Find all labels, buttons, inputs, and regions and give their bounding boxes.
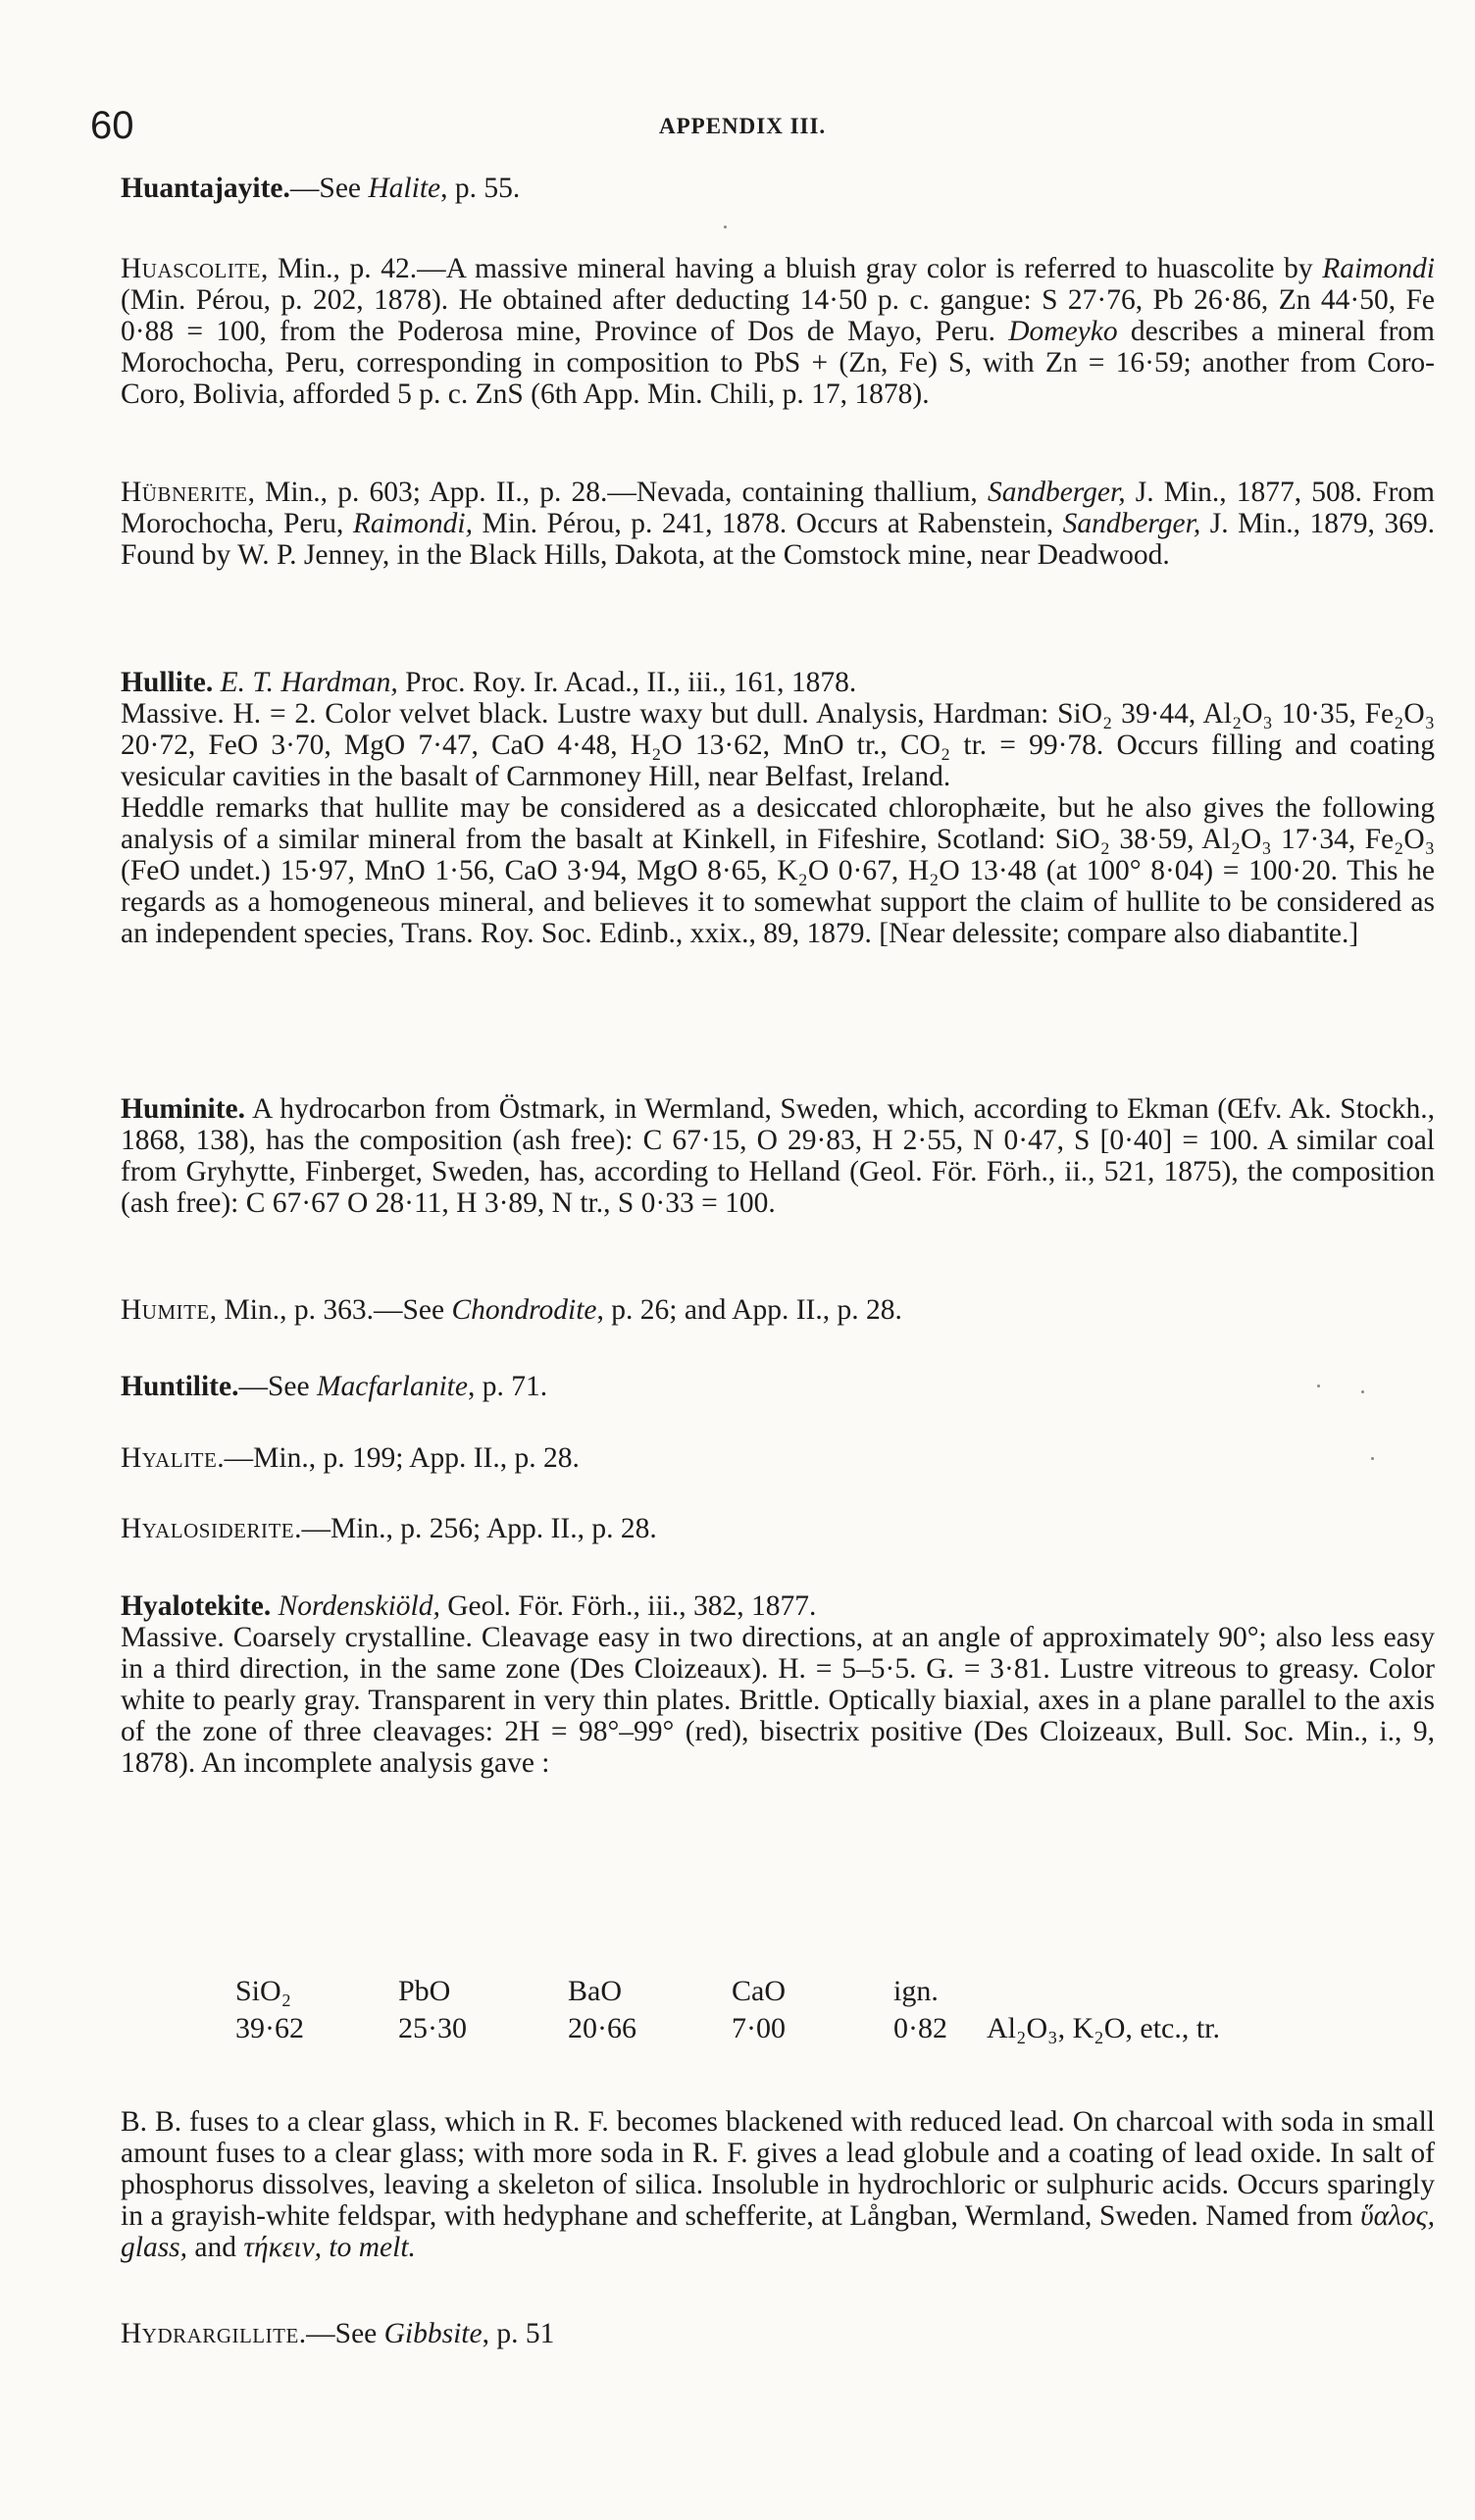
analysis-header: PbO [398, 1975, 451, 2007]
entry-text: J. Min., 1877, 508. From Morochocha, Peru, [121, 477, 1435, 539]
analysis-value: 25·30 [398, 2012, 467, 2044]
entry-head: Huntilite. [121, 1371, 239, 1402]
entry-hyalite [121, 1442, 1435, 1474]
entry-hyalotekite [121, 1590, 1435, 1779]
entry-head: Humite [121, 1294, 210, 1326]
cross-reference: Macfarlanite [316, 1371, 468, 1402]
entry-paragraph: Massive. Coarsely crystalline. Cleavage easy in two directions, at an angle of approximately 90°; also less easy in a third direction, in the same zone (Des Cloizeaux). H. = 5–5·5. G. = 3·81. Lustre vitreous to greasy. Color white to pearly gray. Transparent in very thin plates. Brittle. Optically biaxial, axes in a plane parallel to the axis of the zone of three cleavages: 2H = 98°–99° (red), bisectrix positive (Des Cloizeaux, Bull. Soc. Min., i., 9, 1878). An incomplete analysis gave : [121, 1622, 1435, 1779]
entry-head: Hydrargillite [121, 2318, 299, 2349]
author-name: Raimondi, [352, 508, 473, 539]
analysis-value-row [235, 2010, 1300, 2047]
author-name: E. T. Hardman, [220, 667, 398, 698]
analysis-value: 0·82 [893, 2012, 947, 2044]
entry-text: Geol. För. Förh., iii., 382, 1877. [439, 1590, 817, 1622]
entry-head: Hullite. [121, 667, 214, 698]
analysis-header: ign. [893, 1975, 939, 2007]
author-name: Nordenskiöld, [278, 1590, 440, 1622]
entry-head: Hyalotekite. [121, 1590, 272, 1622]
print-speck [1361, 1390, 1364, 1393]
entry-text: , p. 55. [440, 173, 521, 204]
entry-huantajayite [121, 173, 1435, 204]
entry-text: , Min., p. 363.—See [209, 1294, 452, 1326]
entry-head: Huantajayite. [121, 173, 290, 204]
analysis-table [235, 1973, 1300, 2047]
entry-head: Huascolite [121, 253, 261, 284]
entry-paragraph: Heddle remarks that hullite may be considered as a desiccated chlorophæite, but he also gives the following analysis of a similar mineral from the basalt at Kinkell, in Fifeshire, Scotland: SiO₂ 38·59, Al₂O₃ 17·34, Fe₂O₃ (FeO undet.) 15·97, MnO 1·56, CaO 3·94, MgO 8·65, K₂O 0·67, H₂O 13·48 (at 100° 8·04) = 100·20. This he regards as a homogeneous mineral, and believes it to somewhat support the claim of hullite to be considered as an independent species, Trans. Roy. Soc. Edinb., xxix., 89, 1879. [Near delessite; compare also diabantite.] [121, 792, 1435, 949]
entry-text: —See [289, 173, 369, 204]
print-speck [1371, 1457, 1374, 1460]
entry-text: , p. 51 [482, 2318, 555, 2349]
entry-hyalotekite-continued [121, 2106, 1435, 2263]
analysis-header [987, 1973, 1300, 2010]
entry-humite [121, 1294, 1435, 1326]
entry-text: , p. 71. [467, 1371, 548, 1402]
entry-text: B. B. fuses to a clear glass, which in R. F. becomes blackened with reduced lead. On charcoal with soda in small amount fuses to a clear glass; with more soda in R. F. gives a lead globule and a coating of lead oxide. In salt of phosphorus dissolves, leaving a skeleton of silica. Insoluble in hydrochloric or sulphuric acids. Occurs sparingly in a grayish-white feldspar, with hedyphane and schefferite, at Långban, Wermland, Sweden. Named from [121, 2106, 1435, 2232]
entry-head: Hyalosiderite [121, 1513, 295, 1544]
entry-text: describes a mineral from Morochocha, Peru, corresponding in composition to PbS + (Zn, Fe) S, with Zn = 16·59; another from Coro-Coro, Bolivia, afforded 5 p. c. ZnS (6th App. Min. Chili, p. 17, 1878). [121, 316, 1435, 410]
entry-text: —See [238, 1371, 317, 1402]
entry-text: .—Min., p. 199; App. II., p. 28. [217, 1442, 580, 1474]
analysis-value: 39·62 [235, 2012, 304, 2044]
entry-hyalosiderite [121, 1513, 1435, 1544]
analysis-header-row [235, 1973, 1300, 2010]
running-head: APPENDIX III. [659, 114, 827, 138]
entry-huminite [121, 1093, 1435, 1219]
entry-text: .—Min., p. 256; App. II., p. 28. [294, 1513, 657, 1544]
author-name: Sandberger, [987, 477, 1126, 508]
entry-text: .—See [298, 2318, 384, 2349]
etymology-greek: ὕαλος, glass, [121, 2200, 1435, 2263]
author-name: Raimondi [1322, 253, 1435, 284]
cross-reference: Halite [368, 173, 441, 204]
analysis-header: BaO [568, 1975, 622, 2007]
print-speck [1317, 1385, 1320, 1387]
cross-reference: Chondrodite [451, 1294, 597, 1326]
entry-paragraph: Massive. H. = 2. Color velvet black. Lustre waxy but dull. Analysis, Hardman: SiO₂ 39·44, Al₂O₃ 10·35, Fe₂O₃ 20·72, FeO 3·70, MgO 7·47, CaO 4·48, H₂O 13·62, MnO tr., CO₂ tr. = 99·78. Occurs filling and coating vesicular cavities in the basalt of Carnmoney Hill, near Belfast, Ireland. [121, 698, 1435, 792]
entry-text: A hydrocarbon from Östmark, in Wermland, Sweden, which, according to Ekman (Œfv. Ak. Stockh., 1868, 138), has the composition (ash free): C 67·15, O 29·83, H 2·55, N 0·47, S [0·40] = 100. A similar coal from Gryhytte, Finberget, Sweden, has, according to Helland (Geol. För. Förh., ii., 521, 1875), the composition (ash free): C 67·67 O 28·11, H 3·89, N tr., S 0·33 = 100. [121, 1093, 1435, 1219]
analysis-value: 7·00 [732, 2012, 786, 2044]
analysis-value: Al₂O₃, K₂O, etc., tr. [987, 2012, 1221, 2044]
entry-text: Min. Pérou, p. 241, 1878. Occurs at Rabenstein, [472, 508, 1063, 539]
entry-text: , p. 26; and App. II., p. 28. [596, 1294, 902, 1326]
entry-huascolite [121, 253, 1435, 410]
entry-hullite [121, 667, 1435, 949]
author-name: Sandberger, [1062, 508, 1201, 539]
entry-hydrargillite [121, 2318, 1435, 2349]
page-header [90, 98, 1444, 157]
entry-text: and [187, 2232, 244, 2263]
print-speck [724, 226, 727, 228]
entry-head: Hyalite [121, 1442, 218, 1474]
analysis-header: SiO₂ [235, 1975, 292, 2007]
entry-text: (Min. Pérou, p. 202, 1878). He obtained after deducting 14·50 p. c. gangue: S 27·76, Pb 26·86, Zn 44·50, Fe 0·88 = 100, from the Poderosa mine, Province of Dos de Mayo, Peru. [121, 284, 1435, 347]
entry-head: Hübnerite [121, 477, 248, 508]
analysis-value: 20·66 [568, 2012, 636, 2044]
entry-huntilite [121, 1371, 1435, 1402]
entry-hubnerite [121, 477, 1435, 571]
etymology-greek: τήκειν, to melt. [243, 2232, 416, 2263]
entry-text: J. Min., 1879, 369. Found by W. P. Jenney, in the Black Hills, Dakota, at the Comstock mine, near Deadwood. [121, 508, 1435, 571]
entry-text: Proc. Roy. Ir. Acad., II., iii., 161, 1878. [397, 667, 857, 698]
entry-head: Huminite. [121, 1093, 246, 1125]
author-name: Domeyko [1008, 316, 1118, 347]
cross-reference: Gibbsite [383, 2318, 483, 2349]
analysis-header: CaO [732, 1975, 786, 2007]
page-number: 60 [90, 104, 134, 147]
entry-text: , Min., p. 603; App. II., p. 28.—Nevada, containing thallium, [247, 477, 988, 508]
entry-text: , Min., p. 42.—A massive mineral having a bluish gray color is referred to huascolite by [260, 253, 1323, 284]
